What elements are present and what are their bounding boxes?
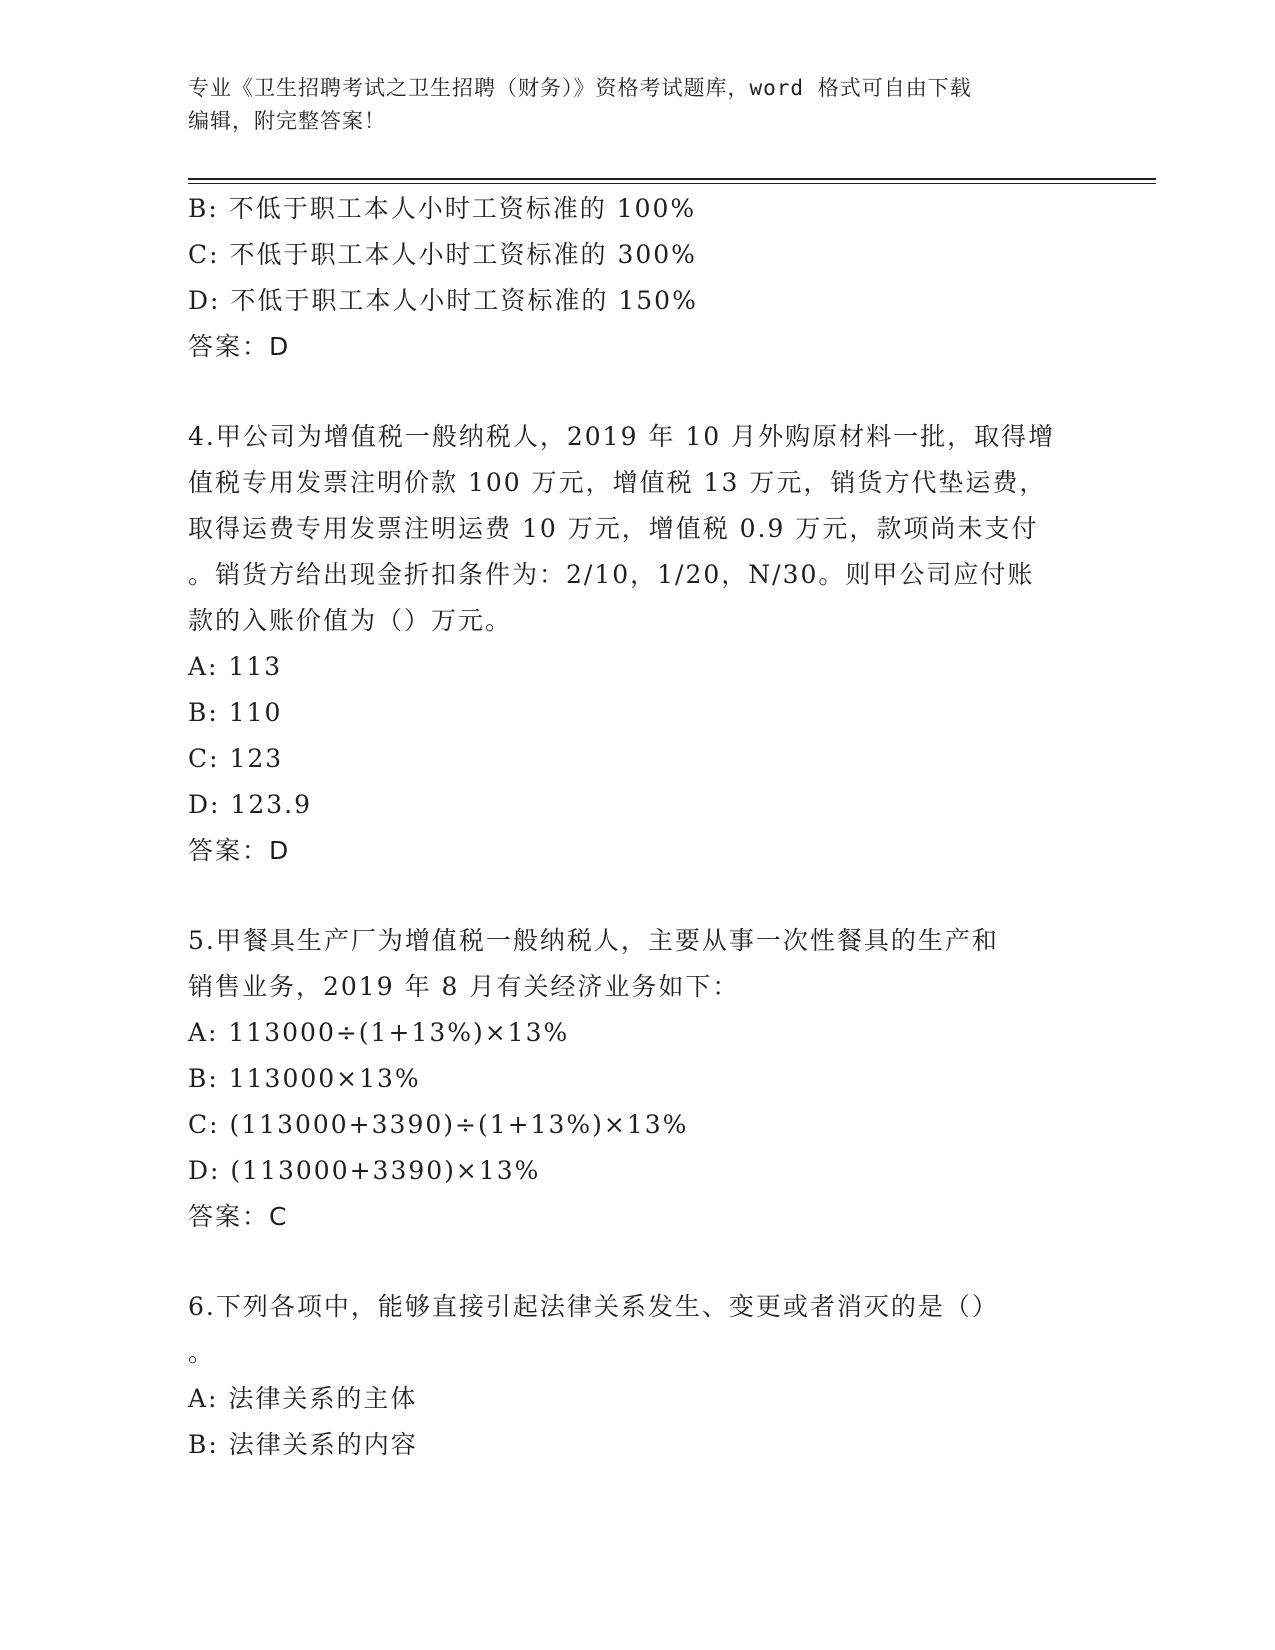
header-line-2: 编辑，附完整答案！: [188, 109, 386, 133]
answer: 答案：D: [188, 836, 291, 865]
question-4: [188, 414, 1088, 874]
question-text-line: 。: [188, 1338, 216, 1367]
option-a: A: 113: [188, 652, 283, 681]
header-rule-thick: [188, 178, 1156, 180]
spacer: [188, 370, 1088, 414]
answer: 答案：C: [188, 1202, 289, 1231]
question-text-line: 销售业务，2019 年 8 月有关经济业务如下：: [188, 972, 740, 1001]
question-text-line: 4.甲公司为增值税一般纳税人，2019 年 10 月外购原材料一批，取得增: [188, 422, 1056, 451]
spacer: [188, 874, 1088, 918]
option-d: D: 123.9: [188, 790, 312, 819]
question-text-line: 6.下列各项中，能够直接引起法律关系发生、变更或者消灭的是（）: [188, 1292, 999, 1321]
option-b: B: 不低于职工本人小时工资标准的 100%: [188, 194, 697, 223]
question-3: [188, 186, 1088, 370]
option-d: D: 不低于职工本人小时工资标准的 150%: [188, 286, 698, 315]
question-text-line: 。销货方给出现金折扣条件为：2/10，1/20，N/30。则甲公司应付账: [188, 560, 1035, 589]
header-line-1: 专业《卫生招聘考试之卫生招聘（财务）》资格考试题库，word 格式可自由下载: [188, 76, 972, 100]
question-5: [188, 918, 1088, 1240]
spacer: [188, 1240, 1088, 1284]
question-list: [188, 186, 1088, 1468]
option-b: B: 110: [188, 698, 283, 727]
question-text-line: 款的入账价值为（）万元。: [188, 606, 513, 635]
question-6: [188, 1284, 1088, 1468]
question-text-line: 取得运费专用发票注明运费 10 万元，增值税 0.9 万元，款项尚未支付: [188, 514, 1039, 543]
option-b: B: 法律关系的内容: [188, 1430, 418, 1459]
option-d: D: (113000+3390)×13%: [188, 1156, 541, 1185]
header-rule-thin: [188, 183, 1156, 184]
question-text-line: 值税专用发票注明价款 100 万元，增值税 13 万元，销货方代垫运费，: [188, 468, 1047, 497]
answer: 答案：D: [188, 332, 291, 361]
option-a: A: 113000÷(1+13%)×13%: [188, 1018, 570, 1047]
option-b: B: 113000×13%: [188, 1064, 421, 1093]
option-c: C: 不低于职工本人小时工资标准的 300%: [188, 240, 697, 269]
option-a: A: 法律关系的主体: [188, 1384, 418, 1413]
document-header: [188, 72, 1088, 138]
option-c: C: (113000+3390)÷(1+13%)×13%: [188, 1110, 689, 1139]
question-text-line: 5.甲餐具生产厂为增值税一般纳税人，主要从事一次性餐具的生产和: [188, 926, 999, 955]
option-c: C: 123: [188, 744, 284, 773]
